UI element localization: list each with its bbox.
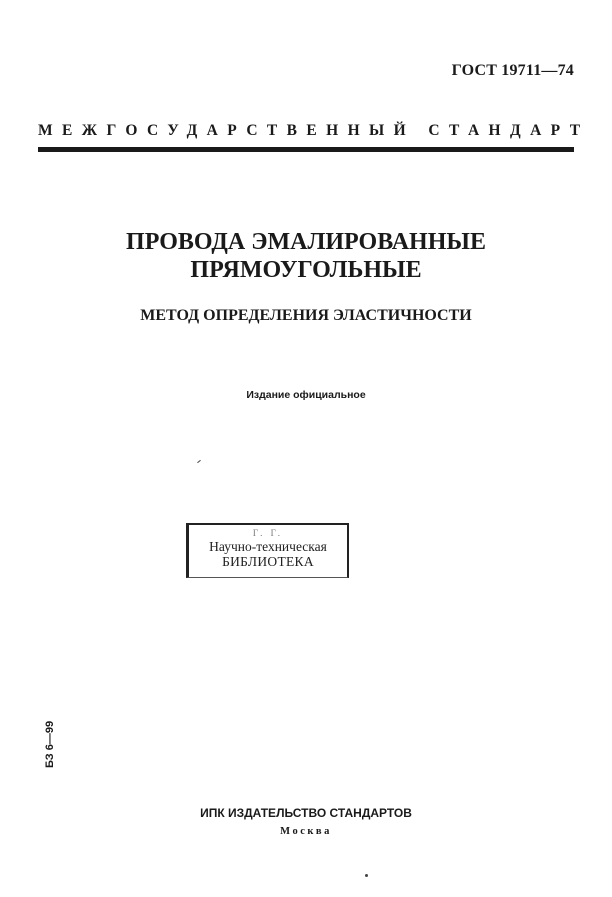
publisher-city: Москва [280, 826, 332, 837]
standard-banner: МЕЖГОСУДАРСТВЕННЫЙ СТАНДАРТ [38, 122, 590, 139]
side-catalog-code: БЗ 6—99 [44, 720, 56, 768]
stamp-line-1: Г. Г. [252, 528, 284, 538]
publisher-name: ИПК ИЗДАТЕЛЬСТВО СТАНДАРТОВ [200, 806, 412, 820]
scan-mark [197, 460, 201, 463]
header-rule [38, 147, 574, 152]
stamp-line-2: Научно-техническая [209, 539, 327, 554]
library-stamp [186, 523, 349, 578]
title-line-2: ПРЯМОУГОЛЬНЫЕ [190, 257, 422, 283]
stamp-line-3: БИБЛИОТЕКА [222, 554, 314, 569]
scan-mark-dot [365, 874, 368, 877]
document-title [0, 228, 612, 284]
edition-label: Издание официальное [246, 389, 366, 401]
document-number: ГОСТ 19711—74 [451, 62, 574, 79]
title-line-1: ПРОВОДА ЭМАЛИРОВАННЫЕ [126, 229, 486, 255]
document-subtitle: МЕТОД ОПРЕДЕЛЕНИЯ ЭЛАСТИЧНОСТИ [140, 307, 472, 324]
